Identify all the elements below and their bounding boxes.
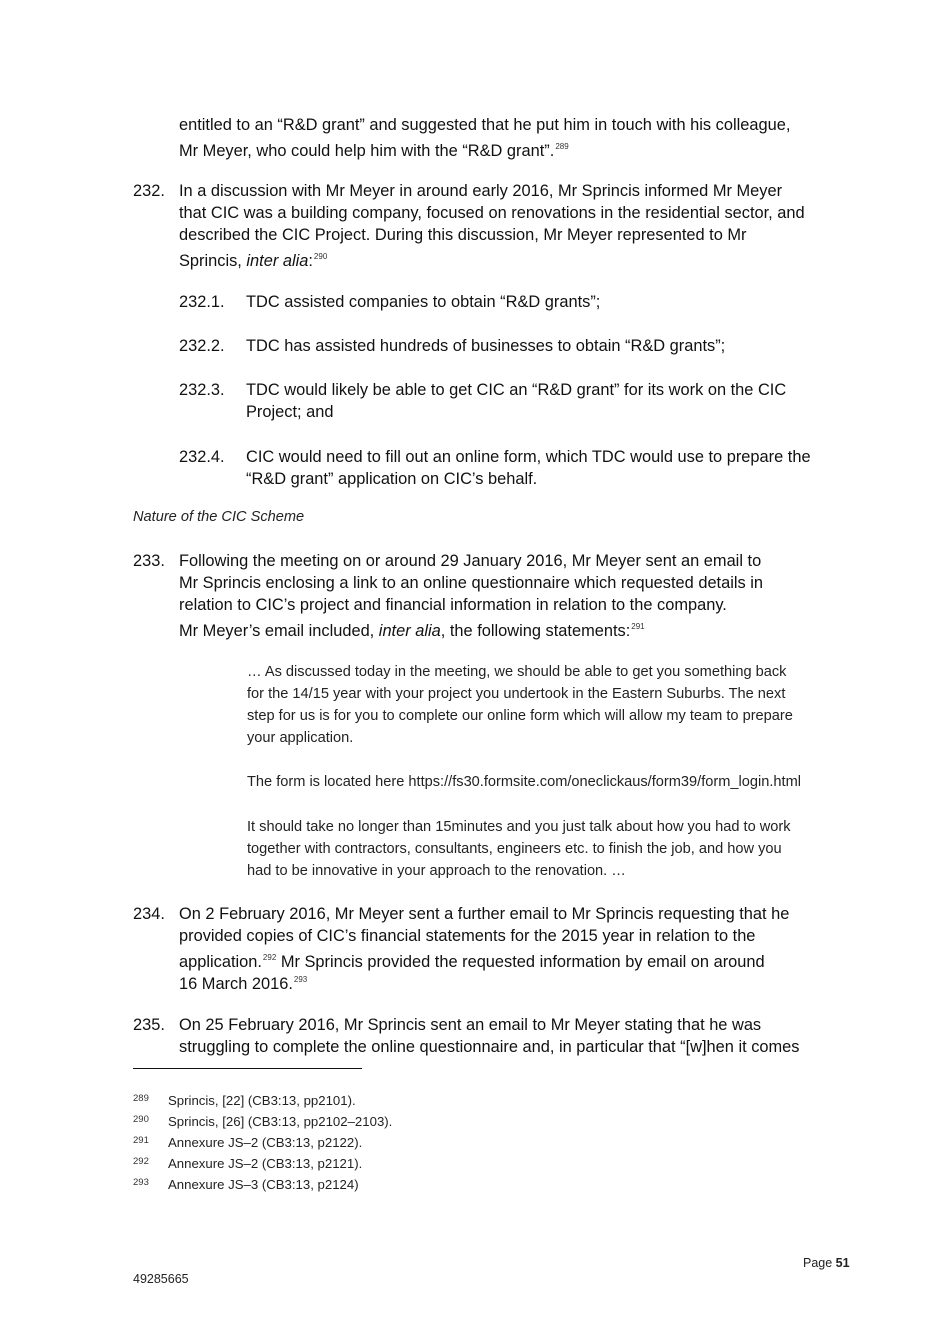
subparagraph-number: 232.2. [179,337,225,355]
text-line: that CIC was a building company, focused on renovations in the residential sector, and [179,204,805,222]
footnote-number: 290 [133,1114,149,1125]
text-line: Mr Meyer’s email included, inter alia, the following statements:$^{291}$ [179,622,645,640]
page-number: Page 51 [803,1256,850,1270]
footnote-ref[interactable]: 289 [555,142,569,151]
quote-line: It should take no longer than 15minutes and you just talk about how you had to work [247,819,791,835]
text-line: relation to CIC’s project and financial information in relation to the company. [179,596,727,614]
footnote-number: 293 [133,1177,149,1188]
text-line: Mr Sprincis enclosing a link to an online questionnaire which requested details in [179,574,764,592]
paragraph-number: 232. [133,182,165,200]
quote-line-link: The form is located here https://fs30.formsite.com/oneclickaus/form39/form_login.html [247,774,801,790]
footnote-separator [133,1068,362,1069]
text-line: struggling to complete the online questionnaire and, in particular that “[w]hen it comes [179,1038,800,1056]
quote-line: your application. [247,730,354,746]
paragraph-number: 233. [133,552,165,570]
footnote-number: 289 [133,1093,149,1104]
footnote-text: Sprincis, [26] (CB3:13, pp2102–2103). [168,1114,393,1129]
footnote-text: Annexure JS–3 (CB3:13, p2124) [168,1177,359,1192]
footnote-number: 292 [133,1156,149,1167]
subparagraph-text: TDC has assisted hundreds of businesses to obtain “R&D grants”; [246,337,726,355]
footnote-text: Annexure JS–2 (CB3:13, p2121). [168,1156,363,1171]
subparagraph-number: 232.3. [179,381,225,399]
footnote-text: Annexure JS–2 (CB3:13, p2122). [168,1135,363,1150]
subparagraph-text: “R&D grant” application on CIC’s behalf. [246,470,538,488]
footnote-number: 291 [133,1135,149,1146]
quote-line: … As discussed today in the meeting, we should be able to get you something back [247,664,787,680]
text-line: application.$^{292}$ Mr Sprincis provided the requested information by email on around [179,953,765,971]
subparagraph-number: 232.1. [179,293,225,311]
section-heading: Nature of the CIC Scheme [133,509,305,525]
quote-line: together with contractors, consultants, engineers etc. to finish the job, and how you [247,841,782,857]
footnote-ref[interactable]: 290 [313,252,328,261]
text-line: 16 March 2016.$^{293}$ [179,975,308,993]
paragraph-number: 235. [133,1016,165,1034]
subparagraph-text: Project; and [246,403,334,421]
text-line: In a discussion with Mr Meyer in around early 2016, Mr Sprincis informed Mr Meyer [179,182,783,200]
footnote-ref[interactable]: 293 [293,975,308,984]
subparagraph-number: 232.4. [179,448,225,466]
quote-line: step for us is for you to complete our online form which will allow my team to prepare [247,708,793,724]
text-line: On 2 February 2016, Mr Meyer sent a further email to Mr Sprincis requesting that he [179,905,790,923]
subparagraph-text: TDC would likely be able to get CIC an “R&D grant” for its work on the CIC [246,381,787,399]
text-line: Following the meeting on or around 29 January 2016, Mr Meyer sent an email to [179,552,762,570]
text-line: described the CIC Project. During this discussion, Mr Meyer represented to Mr [179,226,747,244]
text-line: provided copies of CIC’s financial statements for the 2015 year in relation to the [179,927,756,945]
subparagraph-text: CIC would need to fill out an online form, which TDC would use to prepare the [246,448,811,466]
footnote-ref[interactable]: 292 [262,953,277,962]
paragraph-number: 234. [133,905,165,923]
footnote-text: Sprincis, [22] (CB3:13, pp2101). [168,1093,356,1108]
text-line: entitled to an “R&D grant” and suggested that he put him in touch with his colleague, [179,116,791,134]
quote-line: for the 14/15 year with your project you undertook in the Eastern Suburbs. The next [247,686,786,702]
document-id: 49285665 [133,1272,189,1286]
text-line: Mr Meyer, who could help him with the “R&D grant”.$^{289}$ [179,142,569,160]
footnote-ref[interactable]: 291 [631,622,645,631]
text-line: On 25 February 2016, Mr Sprincis sent an email to Mr Meyer stating that he was [179,1016,762,1034]
subparagraph-text: TDC assisted companies to obtain “R&D grants”; [246,293,601,311]
text-line: Sprincis, inter alia:$^{290}$ [179,252,328,270]
quote-line: had to be innovative in your approach to the renovation. … [247,863,626,879]
